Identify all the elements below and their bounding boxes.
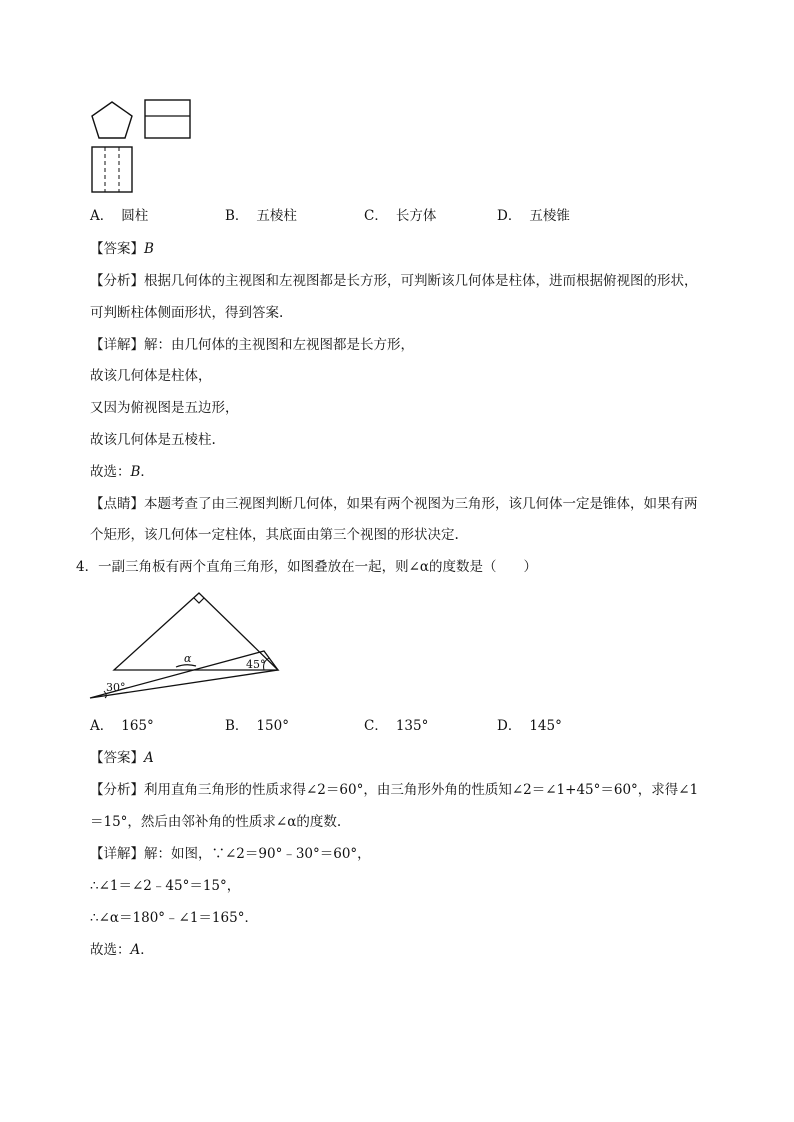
side-view-rectangle bbox=[92, 147, 132, 192]
q4-answer: 【答案】A bbox=[90, 750, 154, 766]
q4-stem: 4．一副三角板有两个直角三角形，如图叠放在一起，则∠α的度数是（ ） bbox=[76, 559, 538, 575]
q4-choice-d: D． 145° bbox=[497, 718, 562, 734]
q3-comment-line-1: 【点睛】本题考查了由三视图判断几何体，如果有两个视图为三角形，该几何体一定是锥体，如果有两 bbox=[90, 496, 698, 512]
q4-choice-b: B． 150° bbox=[225, 718, 289, 734]
alpha-label: α bbox=[184, 652, 192, 665]
q3-detail-line-5: 故选：B． bbox=[90, 464, 154, 480]
q3-analysis-line-1: 【分析】根据几何体的主视图和左视图都是长方形，可判断该几何体是柱体，进而根据俯视图的形状， bbox=[90, 273, 698, 289]
three-view-figure bbox=[88, 98, 198, 198]
q3-choice-a: A． 圆柱 bbox=[90, 208, 149, 224]
q4-detail-line-3: ∴∠α＝180°﹣∠1＝165°． bbox=[90, 910, 258, 926]
q4-choice-c: C． 135° bbox=[364, 718, 429, 734]
angle-30-label: 30° bbox=[106, 681, 126, 694]
top-view-pentagon bbox=[92, 102, 132, 138]
q4-detail-line-1: 【详解】解：如图，∵∠2＝90°﹣30°＝60°， bbox=[90, 846, 371, 862]
q4-detail-line-2: ∴∠1＝∠2﹣45°＝15°， bbox=[90, 878, 241, 894]
q3-comment-line-2: 个矩形，该几何体一定柱体，其底面由第三个视图的形状决定. bbox=[90, 527, 459, 543]
q4-analysis-line-2: ＝15°，然后由邻补角的性质求∠α的度数. bbox=[90, 814, 342, 830]
q3-detail-line-2: 故该几何体是柱体， bbox=[90, 368, 212, 384]
q3-analysis-line-2: 可判断柱体侧面形状，得到答案. bbox=[90, 305, 284, 321]
q3-detail-line-4: 故该几何体是五棱柱. bbox=[90, 432, 216, 448]
front-view-rectangle bbox=[145, 100, 190, 138]
q3-choice-d: D． 五棱锥 bbox=[497, 208, 570, 224]
q3-detail-line-3: 又因为俯视图是五边形， bbox=[90, 400, 239, 416]
q3-detail-line-1: 【详解】解：由几何体的主视图和左视图都是长方形， bbox=[90, 337, 414, 353]
q4-detail-line-4: 故选：A． bbox=[90, 942, 154, 958]
alpha-angle-arc bbox=[176, 665, 196, 667]
q3-choice-c: C． 长方体 bbox=[364, 208, 437, 224]
q4-analysis-line-1: 【分析】利用直角三角形的性质求得∠2＝60°，由三角形外角的性质知∠2＝∠1+45°＝60°，求得∠1 bbox=[90, 782, 699, 798]
q4-choice-a: A． 165° bbox=[90, 718, 154, 734]
q3-choice-b: B． 五棱柱 bbox=[225, 208, 297, 224]
q3-answer: 【答案】B bbox=[90, 241, 154, 257]
right-angle-mark bbox=[194, 598, 204, 603]
angle-45-label: 45° bbox=[246, 658, 266, 671]
triangle-figure bbox=[86, 588, 286, 703]
